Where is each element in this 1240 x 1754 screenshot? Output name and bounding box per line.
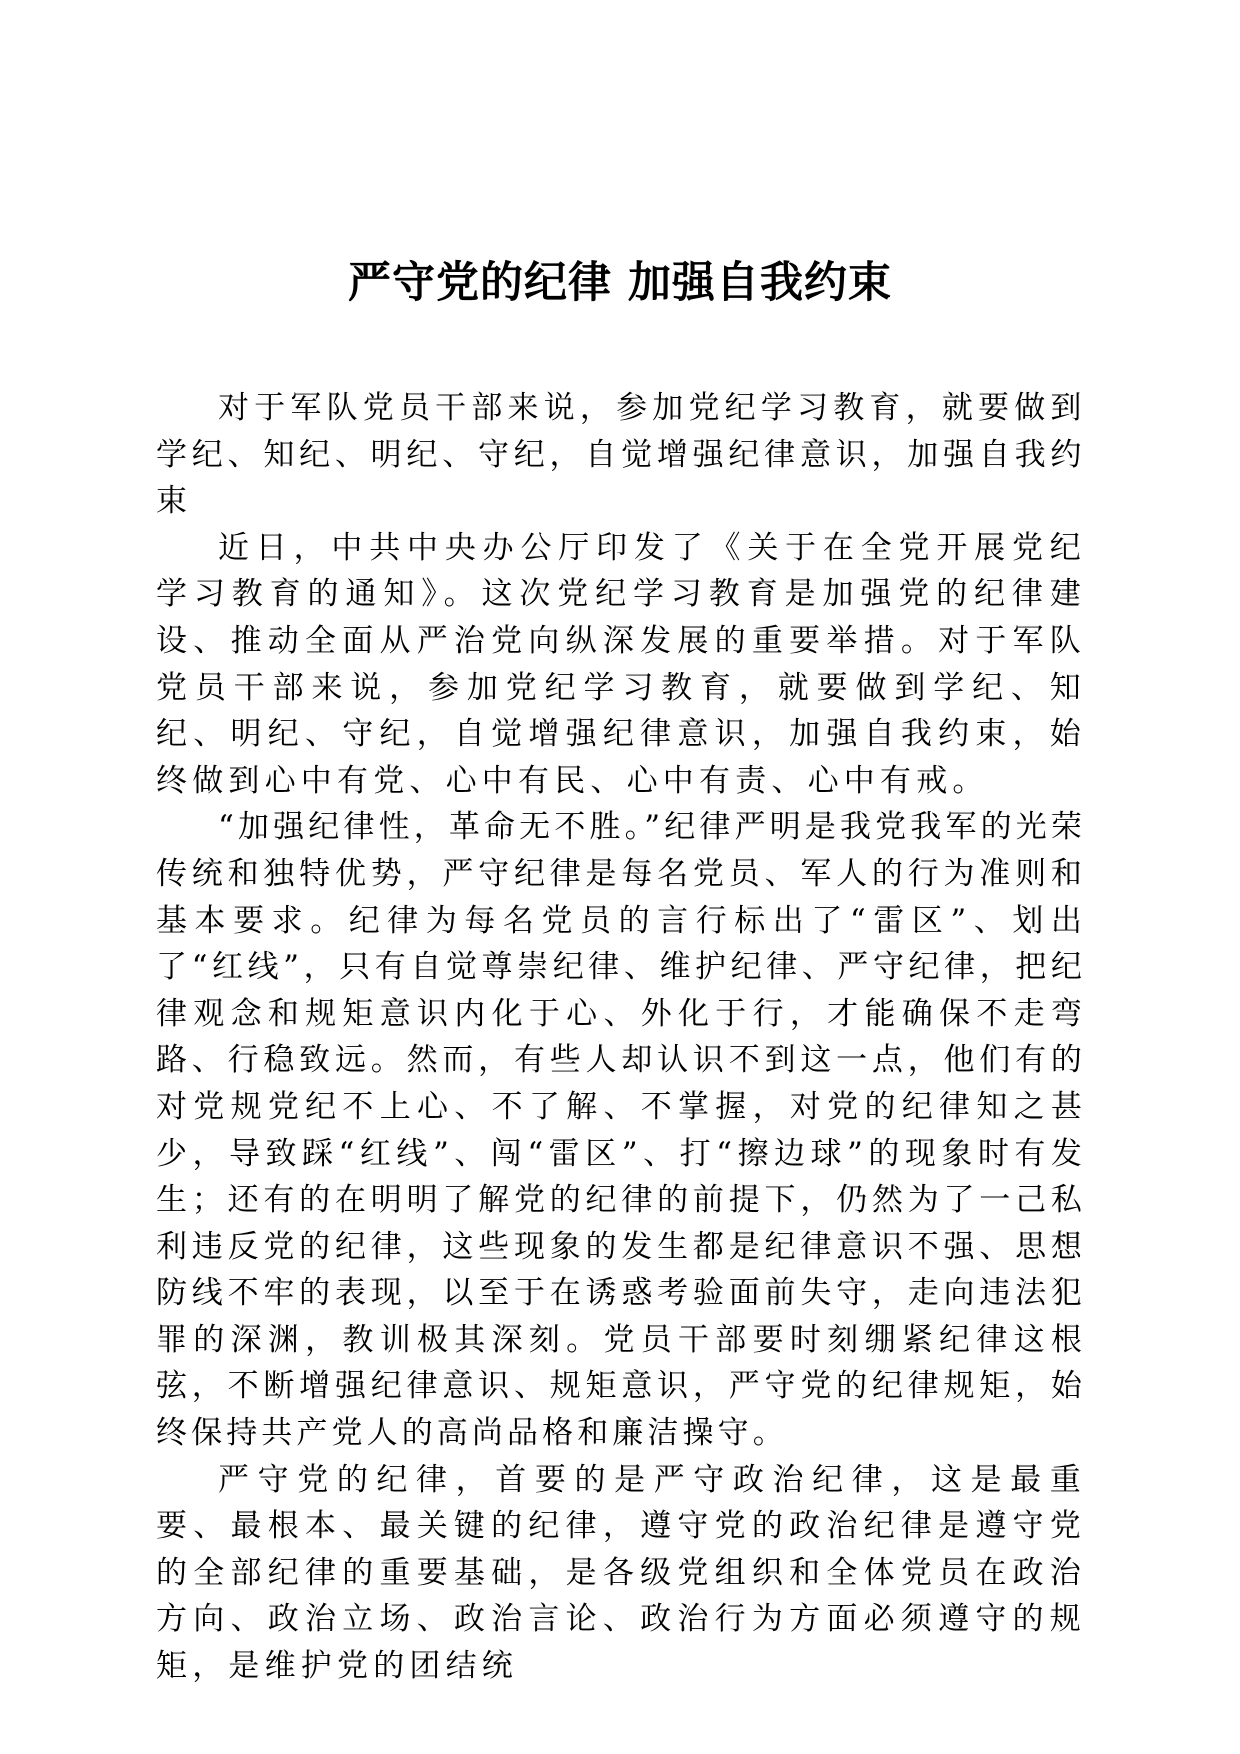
lead-paragraph: 对于军队党员干部来说，参加党纪学习教育，就要做到学纪、知纪、明纪、守纪，自觉增强纪律意识，加强自我约束 <box>156 390 1086 520</box>
body-paragraph-3: 严守党的纪律，首要的是严守政治纪律，这是最重要、最根本、最关键的纪律，遵守党的政治纪律是遵守党的全部纪律的重要基础，是各级党组织和全体党员在政治方向、政治立场、政治言论、政治行为方面必须遵守的规矩，是维护党的团结统 <box>156 1461 1086 1685</box>
body-paragraph-1: 近日，中共中央办公厅印发了《关于在全党开展党纪学习教育的通知》。这次党纪学习教育是加强党的纪律建设、推动全面从严治党向纵深发展的重要举措。对于军队党员干部来说，参加党纪学习教育，就要做到学纪、知纪、明纪、守纪，自觉增强纪律意识，加强自我约束，始终做到心中有党、心中有民、心中有责、心中有戒。 <box>156 529 1086 799</box>
body-paragraph-2: “加强纪律性，革命无不胜。”纪律严明是我党我军的光荣传统和独特优势，严守纪律是每名党员、军人的行为准则和基本要求。纪律为每名党员的言行标出了“雷区”、划出了“红线”，只有自觉尊崇纪律、维护纪律、严守纪律，把纪律观念和规矩意识内化于心、外化于行，才能确保不走弯路、行稳致远。然而，有些人却认识不到这一点，他们有的对党规党纪不上心、不了解、不掌握，对党的纪律知之甚少，导致踩“红线”、闯“雷区”、打“擦边球”的现象时有发生；还有的在明明了解党的纪律的前提下，仍然为了一己私利违反党的纪律，这些现象的发生都是纪律意识不强、思想防线不牢的表现，以至于在诱惑考验面前失守，走向违法犯罪的深渊，教训极其深刻。党员干部要时刻绷紧纪律这根弦，不断增强纪律意识、规矩意识，严守党的纪律规矩，始终保持共产党人的高尚品格和廉洁操守。 <box>156 809 1086 1452</box>
document-title: 严守党的纪律 加强自我约束 <box>348 258 892 308</box>
document-body <box>156 385 1086 1690</box>
